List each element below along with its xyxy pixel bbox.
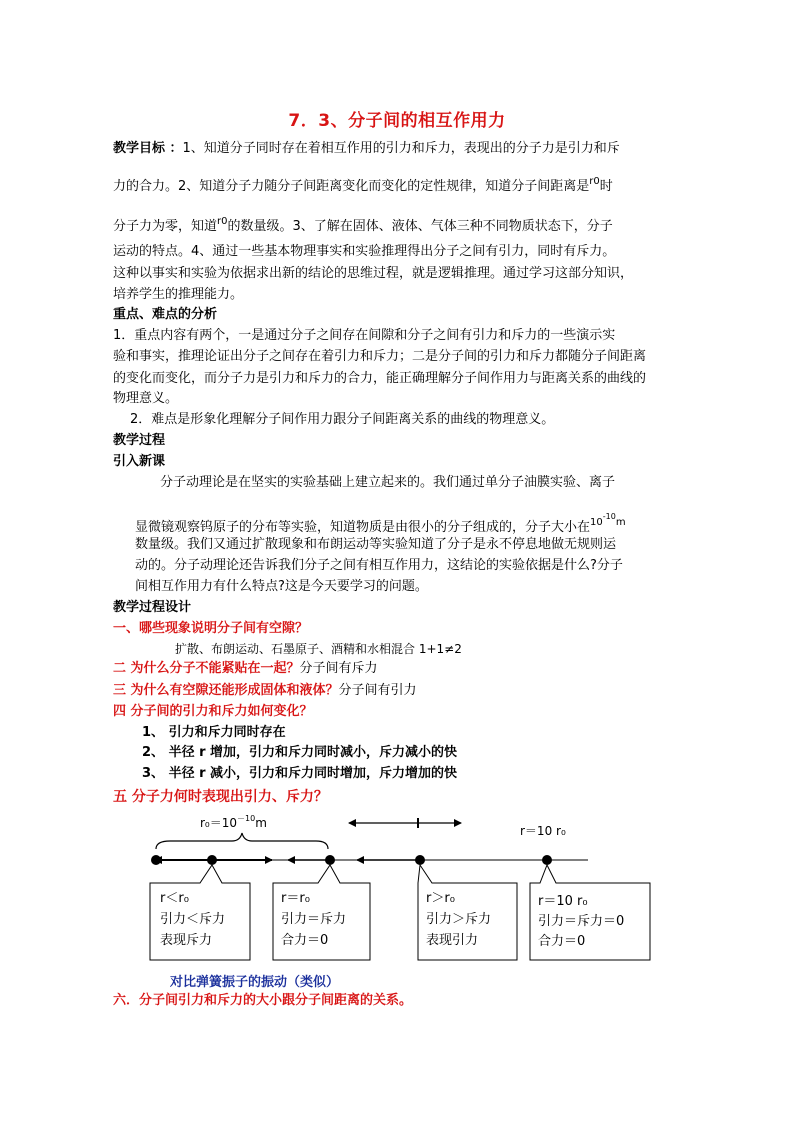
objectives-line6: 培养学生的推理能力。 bbox=[113, 287, 244, 302]
key-points-heading: 重点、难点的分析 bbox=[113, 307, 218, 322]
objectives-line1: 教学目标 ：1、知道分子同时存在着相互作用的引力和斥力，表现出的分子力是引力和斥 bbox=[113, 141, 620, 156]
callout-1: r＜r₀ 引力＜斥力 表现斥力 bbox=[160, 891, 226, 948]
intro-l3: 数量级。我们又通过扩散现象和布朗运动等实验知道了分子是永不停息地做无规则运 bbox=[135, 537, 617, 552]
magnitude: 10-10m bbox=[590, 512, 626, 528]
r0-symbol-2: r0 bbox=[217, 216, 228, 227]
objectives-line4: 运动的特点。4、通过一些基本物理事实和实验推理得出分子之间有引力，同时有斥力。 bbox=[113, 244, 616, 259]
intro-l5: 间相互作用力有什么特点?这是今天要学习的问题。 bbox=[135, 579, 428, 594]
section-1-detail: 扩散、布朗运动、石墨原子、酒精和水相混合 1+1≠2 bbox=[175, 642, 462, 656]
callout-2: r＝r₀ 引力＝斥力 合力＝0 bbox=[281, 891, 347, 948]
callout-4: r＝10 r₀ 引力＝斥力＝0 合力＝0 bbox=[538, 894, 625, 949]
section-2-line: 二 为什么分子不能紧贴在一起？分子间有斥力 bbox=[113, 661, 378, 676]
diagram-caption: 对比弹簧振子的振动（类似） bbox=[170, 975, 340, 990]
section-4-item-1: 1、 引力和斥力同时存在 bbox=[142, 725, 286, 740]
r0-symbol: r0 bbox=[589, 176, 600, 187]
r0-label: $r_0=10^{-10}m$ bbox=[200, 814, 267, 830]
molecule-dot-3 bbox=[325, 855, 335, 865]
key-points-p2: 2．难点是形象化理解分子间作用力跟分子间距离关系的曲线的物理意义。 bbox=[130, 412, 555, 427]
intro-l1: 分子动理论是在坚实的实验基础上建立起来的。我们通过单分子油膜实验、离子 bbox=[160, 475, 616, 490]
force-distance-diagram bbox=[0, 805, 794, 995]
intro-l2: 显微镜观察钨原子的分布等实验，知道物质是由很小的分子组成的，分子大小在$^{10^{-10}m}$ bbox=[135, 512, 626, 535]
molecule-dot-4 bbox=[415, 855, 425, 865]
section-4-heading: 四 分子间的引力和斥力如何变化？ bbox=[113, 704, 313, 719]
intro-heading: 引入新课 bbox=[113, 454, 166, 469]
page-title: 7．3、分子间的相互作用力 bbox=[288, 111, 506, 131]
section-5-heading: 五 分子力何时表现出引力、斥力？ bbox=[113, 789, 328, 805]
process-heading: 教学过程 bbox=[113, 433, 166, 448]
r10-label: r＝10 r₀ bbox=[520, 824, 566, 838]
key-points-p1-l1: 1．重点内容有两个，一是通过分子之间存在间隙和分子之间有引力和斥力的一些演示实 bbox=[113, 328, 616, 343]
objectives-line3: 分子力为零，知道$^{r0}$的数量级。3、了解在固体、液体、气体三种不同物质状态下，分子 bbox=[113, 216, 613, 234]
intro-l4: 动的。分子动理论还告诉我们分子之间有相互作用力，这结论的实验依据是什么?分子 bbox=[135, 558, 623, 573]
section-1-heading: 一、哪些现象说明分子间有空隙？ bbox=[113, 621, 309, 636]
section-4-item-2: 2、 半径 r 增加，引力和斥力同时减小，斥力减小的快 bbox=[142, 745, 458, 760]
objectives-line5: 这种以事实和实验为依据求出新的结论的思维过程，就是逻辑推理。通过学习这部分知识， bbox=[113, 266, 634, 281]
section-6-heading: 六．分子间引力和斥力的大小跟分子间距离的关系。 bbox=[113, 993, 413, 1008]
callout-3: r＞r₀ 引力＞斥力 表现引力 bbox=[426, 891, 492, 948]
objectives-line2: 力的合力。2、知道分子力随分子间距离变化而变化的定性规律，知道分子间距离是$^{r0}$时 bbox=[113, 176, 613, 194]
key-points-p1-l4: 物理意义。 bbox=[113, 391, 179, 406]
section-3-line: 三 为什么有空隙还能形成固体和液体？分子间有引力 bbox=[113, 683, 417, 698]
section-4-item-3: 3、 半径 r 减小，引力和斥力同时增加，斥力增加的快 bbox=[142, 766, 458, 781]
design-heading: 教学过程设计 bbox=[113, 600, 192, 615]
key-points-p1-l2: 验和事实，推理论证出分子之间存在着引力和斥力；二是分子间的引力和斥力都随分子间距离 bbox=[113, 349, 647, 364]
molecule-dot-1 bbox=[151, 855, 161, 865]
molecule-dot-5 bbox=[542, 855, 552, 865]
molecule-dot-2 bbox=[207, 855, 217, 865]
r0-brace bbox=[156, 833, 328, 849]
objectives-label: 教学目标 ： bbox=[113, 141, 183, 156]
key-points-p1-l3: 的变化而变化，而分子力是引力和斥力的合力，能正确理解分子间作用力与距离关系的曲线的 bbox=[113, 371, 647, 386]
